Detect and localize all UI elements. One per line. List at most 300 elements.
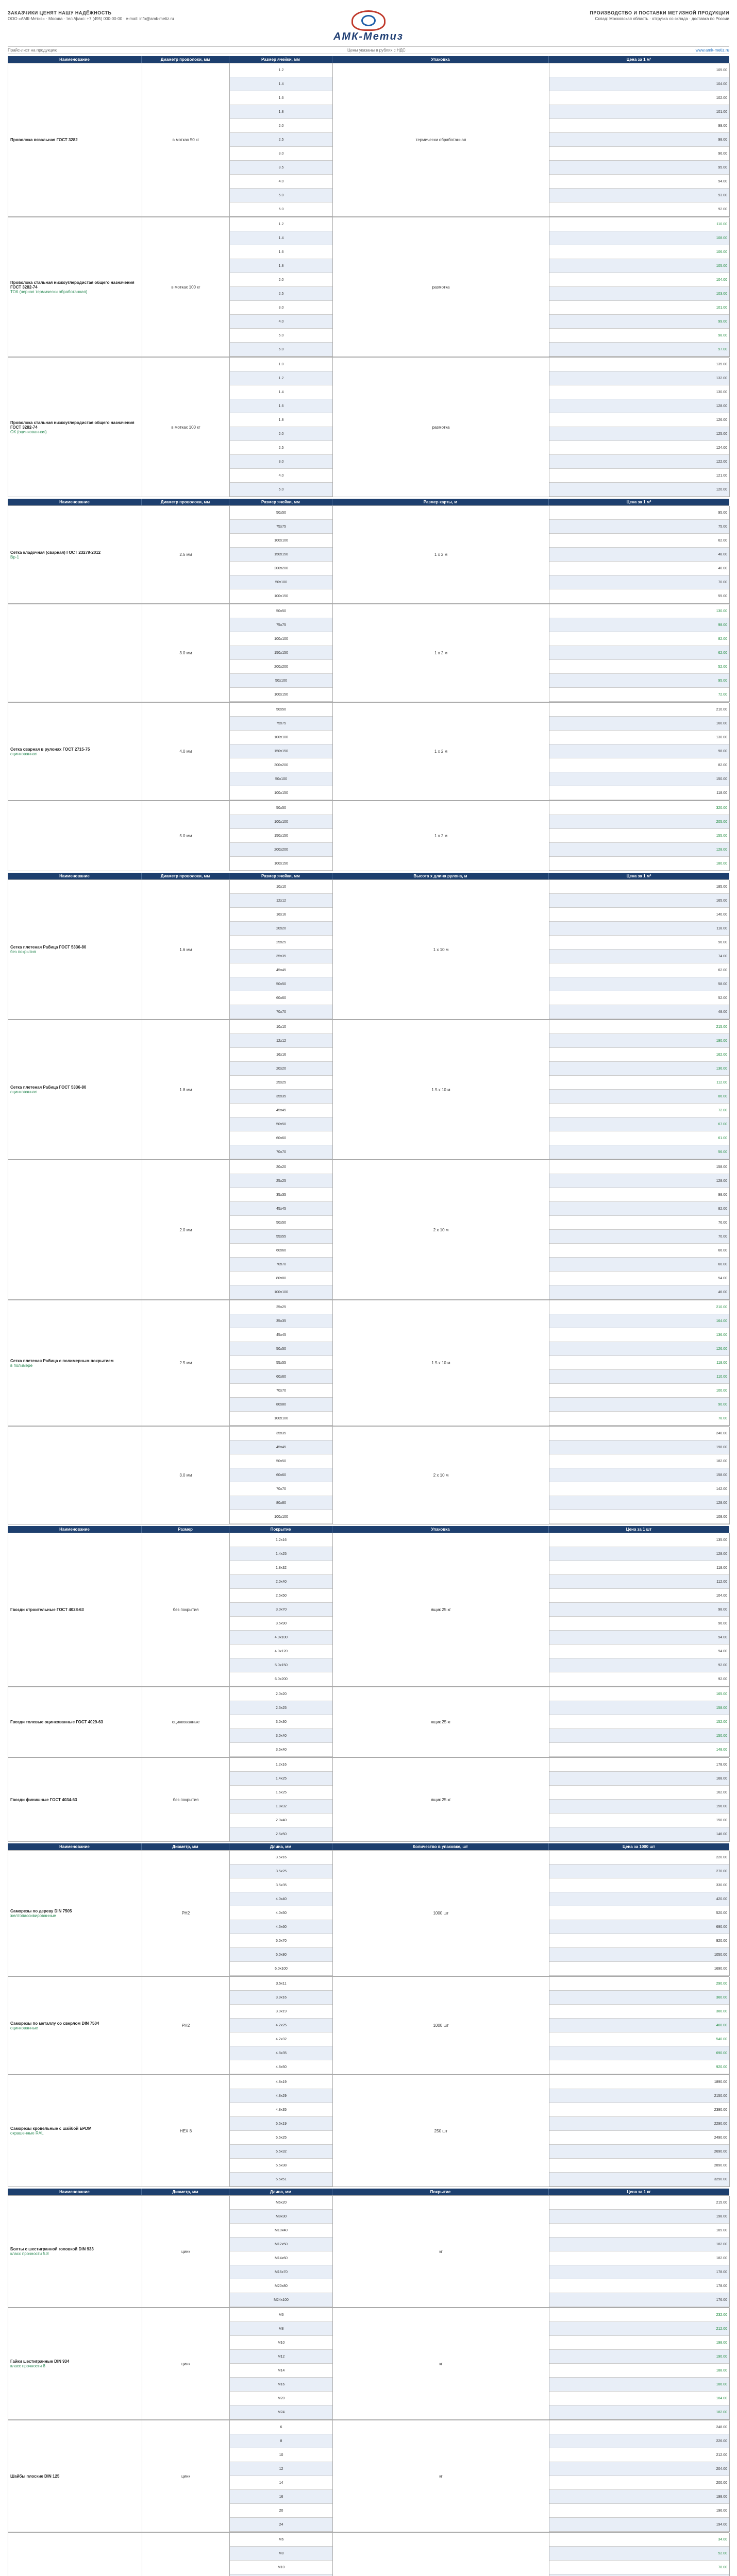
column-header: Покрытие bbox=[332, 2189, 549, 2195]
price-sections bbox=[8, 56, 729, 2576]
product-block bbox=[8, 217, 729, 357]
packaging-cell: 1 х 2 м bbox=[333, 703, 549, 801]
price-cell: 2490.00 bbox=[549, 2131, 729, 2145]
product-name-cell bbox=[8, 217, 142, 357]
price-list bbox=[549, 1300, 730, 1426]
size-list bbox=[230, 506, 333, 604]
product-spec: 1.6 мм bbox=[142, 880, 230, 1020]
header-right bbox=[502, 10, 729, 22]
size-cell: 3.0x40 bbox=[230, 1729, 332, 1743]
price-cell: 2690.00 bbox=[549, 2145, 729, 2159]
size-cell: 4.8x29 bbox=[230, 2089, 332, 2103]
size-cell: 50x100 bbox=[230, 674, 332, 688]
packaging-cell: 1000 шт bbox=[333, 1977, 549, 2075]
size-cell: 50x50 bbox=[230, 506, 332, 520]
column-header: Количество в упаковке, шт bbox=[332, 1843, 549, 1850]
price-cell: 198.00 bbox=[549, 1440, 729, 1454]
product-spec: PH2 bbox=[142, 1977, 230, 2075]
price-cell: 132.00 bbox=[549, 371, 729, 385]
product-spec bbox=[142, 2533, 230, 2576]
price-cell: 178.00 bbox=[549, 2265, 729, 2279]
size-cell: 1.4 bbox=[230, 77, 332, 91]
size-cell: 4.0x40 bbox=[230, 1892, 332, 1906]
price-section bbox=[8, 873, 729, 1524]
product-name-cell bbox=[8, 1687, 142, 1757]
column-header: Диаметр проволоки, мм bbox=[142, 873, 229, 879]
size-cell: 60x60 bbox=[230, 1468, 332, 1482]
price-cell: 128.00 bbox=[549, 399, 729, 413]
section-header bbox=[8, 1843, 729, 1850]
price-cell: 185.00 bbox=[549, 880, 729, 894]
price-cell: 118.00 bbox=[549, 922, 729, 936]
price-cell: 128.00 bbox=[549, 1496, 729, 1510]
product-block bbox=[8, 357, 729, 497]
price-cell: 120.00 bbox=[549, 483, 729, 497]
strip-left: Прайс-лист на продукцию bbox=[8, 48, 58, 53]
product-subtitle: Вр-1 bbox=[10, 554, 19, 560]
price-cell: 75.00 bbox=[549, 520, 729, 534]
header bbox=[8, 10, 729, 46]
price-cell: 180.00 bbox=[549, 857, 729, 871]
price-cell: 48.00 bbox=[549, 548, 729, 562]
size-cell: 1.6x25 bbox=[230, 1786, 332, 1800]
price-cell: 156.00 bbox=[549, 1800, 729, 1814]
size-cell: 4.0x50 bbox=[230, 1906, 332, 1920]
product-name-cell bbox=[8, 1758, 142, 1842]
product-name-cell bbox=[8, 1533, 142, 1687]
price-cell: 135.00 bbox=[549, 358, 729, 371]
size-cell: 80x80 bbox=[230, 1496, 332, 1510]
size-cell: 100x100 bbox=[230, 1285, 332, 1299]
product-spec: 2.5 мм bbox=[142, 1300, 230, 1426]
product-name: Проволока стальная низкоуглеродистая общего назначения ГОСТ 3282-74 bbox=[10, 280, 135, 290]
product-name: Саморезы по металлу со сверлом DIN 7504 bbox=[10, 2021, 99, 2026]
price-section bbox=[8, 56, 729, 497]
size-cell: 3.5 bbox=[230, 161, 332, 175]
product-spec: оцинкованные bbox=[142, 1687, 230, 1757]
column-header: Наименование bbox=[8, 1526, 142, 1533]
size-cell: 4.5x60 bbox=[230, 1920, 332, 1934]
price-cell: 95.00 bbox=[549, 674, 729, 688]
price-cell: 110.00 bbox=[549, 1370, 729, 1384]
price-cell: 270.00 bbox=[549, 1865, 729, 1878]
product-spec: PH2 bbox=[142, 1851, 230, 1976]
size-cell: 100x100 bbox=[230, 1510, 332, 1524]
product-name-cell bbox=[8, 1977, 142, 2075]
product-block bbox=[8, 505, 729, 604]
price-cell: 99.00 bbox=[549, 315, 729, 329]
size-cell: 2.5x50 bbox=[230, 1589, 332, 1603]
price-cell: 99.00 bbox=[549, 119, 729, 133]
size-cell: 150x150 bbox=[230, 548, 332, 562]
price-cell: 82.00 bbox=[549, 632, 729, 646]
size-cell: M12 bbox=[230, 2350, 332, 2364]
size-cell: 100x100 bbox=[230, 815, 332, 829]
header-right-title: ПРОИЗВОДСТВО И ПОСТАВКИ МЕТИЗНОЙ ПРОДУКЦИИ bbox=[590, 10, 729, 15]
size-list bbox=[230, 358, 333, 497]
size-cell: 50x100 bbox=[230, 772, 332, 786]
product-name-cell bbox=[8, 2308, 142, 2420]
product-name: Шайбы плоские DIN 125 bbox=[10, 2473, 60, 2479]
price-cell: 66.00 bbox=[549, 1244, 729, 1258]
size-cell: 1.8 bbox=[230, 105, 332, 119]
size-cell: 1.4x25 bbox=[230, 1772, 332, 1786]
price-cell: 198.00 bbox=[549, 2210, 729, 2224]
size-cell: 10x10 bbox=[230, 1020, 332, 1034]
size-list bbox=[230, 2196, 333, 2308]
size-cell: 3.0 bbox=[230, 301, 332, 315]
price-cell: 104.00 bbox=[549, 77, 729, 91]
product-block bbox=[8, 1687, 729, 1757]
price-cell: 98.00 bbox=[549, 744, 729, 758]
price-cell: 150.00 bbox=[549, 1729, 729, 1743]
product-name: Сетка плетеная Рабица ГОСТ 5336-80 bbox=[10, 1085, 87, 1090]
size-cell: 2.0 bbox=[230, 119, 332, 133]
column-header: Наименование bbox=[8, 873, 142, 879]
column-header: Диаметр проволоки, мм bbox=[142, 56, 229, 63]
size-cell: 12x12 bbox=[230, 894, 332, 908]
price-cell: 3290.00 bbox=[549, 2173, 729, 2187]
product-block bbox=[8, 1160, 729, 1300]
price-cell: 70.00 bbox=[549, 1230, 729, 1244]
size-cell: 80x80 bbox=[230, 1272, 332, 1285]
product-spec: 1.8 мм bbox=[142, 1020, 230, 1160]
price-cell: 103.00 bbox=[549, 287, 729, 301]
product-block bbox=[8, 1850, 729, 1976]
size-cell: 2.5x50 bbox=[230, 1827, 332, 1841]
price-list bbox=[549, 2420, 730, 2532]
size-cell: 50x50 bbox=[230, 1216, 332, 1230]
size-cell: 4.0 bbox=[230, 315, 332, 329]
column-header: Упаковка bbox=[332, 56, 549, 63]
size-cell: 150x150 bbox=[230, 646, 332, 660]
size-cell: 5.5x32 bbox=[230, 2145, 332, 2159]
price-cell: 52.00 bbox=[549, 660, 729, 674]
price-cell: 162.00 bbox=[549, 1048, 729, 1062]
price-cell: 182.00 bbox=[549, 1454, 729, 1468]
price-cell: 94.00 bbox=[549, 175, 729, 189]
size-cell: 1.6 bbox=[230, 399, 332, 413]
product-name: Сетка сварная в рулонах ГОСТ 2715-75 bbox=[10, 747, 90, 752]
product-block bbox=[8, 801, 729, 871]
header-left bbox=[8, 10, 234, 22]
price-cell: 215.00 bbox=[549, 1020, 729, 1034]
size-cell: 5.0 bbox=[230, 329, 332, 343]
product-name: Саморезы по дереву DIN 7505 bbox=[10, 1908, 72, 1913]
size-list bbox=[230, 2533, 333, 2576]
price-cell: 118.00 bbox=[549, 1561, 729, 1575]
size-list bbox=[230, 1020, 333, 1160]
size-cell: 35x35 bbox=[230, 1188, 332, 1202]
price-cell: 176.00 bbox=[549, 2293, 729, 2307]
product-name-cell bbox=[8, 2196, 142, 2308]
price-cell: 186.00 bbox=[549, 2378, 729, 2392]
size-cell: 4.8x35 bbox=[230, 2103, 332, 2117]
product-block bbox=[8, 1533, 729, 1687]
price-cell: 152.00 bbox=[549, 1715, 729, 1729]
price-cell: 164.00 bbox=[549, 1314, 729, 1328]
product-block bbox=[8, 1020, 729, 1160]
price-list bbox=[549, 63, 730, 217]
packaging-cell: кг bbox=[333, 2308, 549, 2420]
price-cell: 101.00 bbox=[549, 105, 729, 119]
size-list bbox=[230, 2308, 333, 2420]
product-name: Гвозди финишные ГОСТ 4034-63 bbox=[10, 1797, 77, 1802]
size-cell: 2.0 bbox=[230, 273, 332, 287]
price-cell: 205.00 bbox=[549, 815, 729, 829]
product-spec: в мотках 100 кг bbox=[142, 217, 230, 357]
size-cell: 70x70 bbox=[230, 1145, 332, 1159]
product-name-cell bbox=[8, 506, 142, 604]
product-block bbox=[8, 879, 729, 1020]
size-list bbox=[230, 2075, 333, 2187]
price-cell: 2290.00 bbox=[549, 2117, 729, 2131]
product-name-cell bbox=[8, 1851, 142, 1976]
size-cell: 12 bbox=[230, 2462, 332, 2476]
column-header: Цена за 1 кг bbox=[549, 2189, 729, 2195]
price-cell: 165.00 bbox=[549, 1687, 729, 1701]
price-cell: 380.00 bbox=[549, 2005, 729, 2019]
price-cell: 100.00 bbox=[549, 1384, 729, 1398]
price-cell: 212.00 bbox=[549, 2448, 729, 2462]
size-cell: 200x200 bbox=[230, 843, 332, 857]
size-cell: 1.6 bbox=[230, 91, 332, 105]
size-cell: 45x45 bbox=[230, 1440, 332, 1454]
price-cell: 196.00 bbox=[549, 2504, 729, 2518]
price-cell: 101.00 bbox=[549, 301, 729, 315]
size-cell: 24 bbox=[230, 2518, 332, 2532]
price-list bbox=[549, 1758, 730, 1842]
packaging-cell: 1 х 2 м bbox=[333, 801, 549, 871]
size-cell: 3.5x90 bbox=[230, 1617, 332, 1631]
price-cell: 86.00 bbox=[549, 1090, 729, 1104]
size-cell: 12x12 bbox=[230, 1034, 332, 1048]
size-cell: 1.8x32 bbox=[230, 1800, 332, 1814]
size-cell: 2.5 bbox=[230, 287, 332, 301]
price-cell: 112.00 bbox=[549, 1575, 729, 1589]
size-cell: 2.5x25 bbox=[230, 1701, 332, 1715]
product-subtitle: окрашенные RAL bbox=[10, 2131, 44, 2136]
product-name: Болты с шестигранной головкой DIN 933 bbox=[10, 2247, 94, 2251]
size-cell: 3.9x19 bbox=[230, 2005, 332, 2019]
product-spec: без покрытия bbox=[142, 1758, 230, 1842]
size-cell: 25x25 bbox=[230, 1076, 332, 1090]
size-cell: 35x35 bbox=[230, 1090, 332, 1104]
size-cell: 25x25 bbox=[230, 1174, 332, 1188]
product-spec: в мотках 100 кг bbox=[142, 358, 230, 497]
column-header: Цена за 1 шт bbox=[549, 1526, 729, 1533]
size-cell: 50x50 bbox=[230, 1454, 332, 1468]
size-cell: 45x45 bbox=[230, 1104, 332, 1117]
product-subtitle: класс прочности 5.8 bbox=[10, 2251, 49, 2256]
size-cell: 70x70 bbox=[230, 1005, 332, 1019]
size-cell: M16 bbox=[230, 2378, 332, 2392]
size-cell: 75x75 bbox=[230, 618, 332, 632]
size-cell: 70x70 bbox=[230, 1384, 332, 1398]
product-name: Сетка плетеная Рабица ГОСТ 5336-80 bbox=[10, 945, 87, 950]
size-cell: M6x20 bbox=[230, 2196, 332, 2210]
price-list bbox=[549, 1687, 730, 1757]
product-spec: без покрытия bbox=[142, 1533, 230, 1687]
price-cell: 190.00 bbox=[549, 1034, 729, 1048]
size-cell: 1.4 bbox=[230, 385, 332, 399]
size-list bbox=[230, 1160, 333, 1300]
price-section bbox=[8, 2189, 729, 2576]
size-cell: 14 bbox=[230, 2476, 332, 2490]
price-cell: 48.00 bbox=[549, 1005, 729, 1019]
price-cell: 105.00 bbox=[549, 259, 729, 273]
size-cell: 45x45 bbox=[230, 1202, 332, 1216]
price-cell: 184.00 bbox=[549, 2392, 729, 2405]
size-cell: 50x100 bbox=[230, 575, 332, 589]
price-cell: 56.00 bbox=[549, 1145, 729, 1159]
size-cell: 4.0x120 bbox=[230, 1645, 332, 1658]
size-cell: 3.5x35 bbox=[230, 1878, 332, 1892]
size-cell: 100x100 bbox=[230, 534, 332, 548]
product-name-cell bbox=[8, 1427, 142, 1524]
column-header: Покрытие bbox=[229, 1526, 332, 1533]
price-cell: 95.00 bbox=[549, 506, 729, 520]
packaging-cell: термически обработанная bbox=[333, 63, 549, 217]
size-cell: 4.8x50 bbox=[230, 2060, 332, 2074]
size-cell: 100x100 bbox=[230, 632, 332, 646]
product-block bbox=[8, 1426, 729, 1524]
packaging-cell bbox=[333, 2533, 549, 2576]
price-cell: 92.00 bbox=[549, 1672, 729, 1686]
product-block bbox=[8, 1300, 729, 1426]
price-cell: 360.00 bbox=[549, 1991, 729, 2005]
size-cell: 2.0x40 bbox=[230, 1814, 332, 1827]
price-list bbox=[549, 801, 730, 871]
price-cell: 182.00 bbox=[549, 2251, 729, 2265]
price-cell: 155.00 bbox=[549, 829, 729, 843]
company-logo[interactable] bbox=[312, 10, 425, 43]
size-list bbox=[230, 1427, 333, 1524]
size-cell: 2.0x20 bbox=[230, 1687, 332, 1701]
price-list bbox=[549, 604, 730, 702]
price-cell: 70.00 bbox=[549, 575, 729, 589]
size-list bbox=[230, 604, 333, 702]
price-cell: 212.00 bbox=[549, 2322, 729, 2336]
price-list bbox=[549, 217, 730, 357]
price-list bbox=[549, 880, 730, 1020]
product-spec: 3.0 мм bbox=[142, 1427, 230, 1524]
price-cell: 210.00 bbox=[549, 703, 729, 717]
price-section bbox=[8, 1843, 729, 2187]
size-cell: 3.0x30 bbox=[230, 1715, 332, 1729]
price-list-page bbox=[8, 0, 729, 2576]
size-cell: M10 bbox=[230, 2336, 332, 2350]
price-cell: 118.00 bbox=[549, 786, 729, 800]
size-cell: 5.0 bbox=[230, 189, 332, 202]
price-cell: 1050.00 bbox=[549, 1948, 729, 1962]
column-header: Наименование bbox=[8, 56, 142, 63]
product-block bbox=[8, 1976, 729, 2075]
product-name: Сетка плетеная Рабица с полимерным покрытием bbox=[10, 1358, 114, 1363]
packaging-cell: 1 х 10 м bbox=[333, 880, 549, 1020]
price-cell: 920.00 bbox=[549, 1934, 729, 1948]
product-spec: 3.0 мм bbox=[142, 604, 230, 702]
product-name-cell bbox=[8, 1160, 142, 1300]
price-cell: 150.00 bbox=[549, 772, 729, 786]
size-cell: M6 bbox=[230, 2533, 332, 2547]
price-cell: 40.00 bbox=[549, 562, 729, 575]
size-list bbox=[230, 801, 333, 871]
price-list bbox=[549, 2196, 730, 2308]
size-cell: 6.0 bbox=[230, 202, 332, 216]
size-cell: 10 bbox=[230, 2448, 332, 2462]
column-header: Размер ячейки, мм bbox=[229, 56, 332, 63]
size-cell: 6.0x100 bbox=[230, 1962, 332, 1976]
price-cell: 106.00 bbox=[549, 245, 729, 259]
price-cell: 110.00 bbox=[549, 217, 729, 231]
size-cell: 75x75 bbox=[230, 717, 332, 731]
size-cell: 80x80 bbox=[230, 1398, 332, 1412]
product-name-cell bbox=[8, 63, 142, 217]
column-header: Цена за 1000 шт bbox=[549, 1843, 729, 1850]
size-list bbox=[230, 703, 333, 801]
price-cell: 52.00 bbox=[549, 2547, 729, 2561]
price-cell: 2150.00 bbox=[549, 2089, 729, 2103]
price-cell: 140.00 bbox=[549, 908, 729, 922]
size-cell: 4.0 bbox=[230, 469, 332, 483]
size-cell: 1.2x16 bbox=[230, 1758, 332, 1772]
size-cell: M14x60 bbox=[230, 2251, 332, 2265]
column-header: Размер карты, м bbox=[332, 499, 549, 505]
price-cell: 136.00 bbox=[549, 1328, 729, 1342]
column-header: Наименование bbox=[8, 499, 142, 505]
column-header: Наименование bbox=[8, 2189, 142, 2195]
size-cell: 35x35 bbox=[230, 950, 332, 963]
size-cell: 5.0x80 bbox=[230, 1948, 332, 1962]
price-cell: 96.00 bbox=[549, 1617, 729, 1631]
product-block bbox=[8, 63, 729, 217]
website-link[interactable]: www.amk-metiz.ru bbox=[695, 48, 729, 53]
column-header: Размер ячейки, мм bbox=[229, 873, 332, 879]
size-cell: 4.0 bbox=[230, 175, 332, 189]
price-cell: 94.00 bbox=[549, 1645, 729, 1658]
size-cell: 5.0x70 bbox=[230, 1934, 332, 1948]
size-cell: 2.5 bbox=[230, 441, 332, 455]
size-cell: M10 bbox=[230, 2561, 332, 2574]
product-spec: в мотках 50 кг bbox=[142, 63, 230, 217]
section-header bbox=[8, 873, 729, 879]
price-cell: 215.00 bbox=[549, 2196, 729, 2210]
size-cell: 60x60 bbox=[230, 1370, 332, 1384]
product-subtitle: желтопассивированные bbox=[10, 1913, 56, 1918]
product-subtitle: в полимере bbox=[10, 1363, 33, 1368]
price-list bbox=[549, 2533, 730, 2576]
price-list bbox=[549, 1533, 730, 1687]
price-cell: 78.00 bbox=[549, 2561, 729, 2574]
size-cell: 1.8 bbox=[230, 413, 332, 427]
packaging-cell: 250 шт bbox=[333, 2075, 549, 2187]
size-cell: 60x60 bbox=[230, 1131, 332, 1145]
size-cell: M20x80 bbox=[230, 2279, 332, 2293]
size-cell: 6.0 bbox=[230, 343, 332, 357]
price-cell: 126.00 bbox=[549, 1342, 729, 1356]
size-cell: M24x100 bbox=[230, 2293, 332, 2307]
price-cell: 150.00 bbox=[549, 1814, 729, 1827]
price-cell: 320.00 bbox=[549, 801, 729, 815]
brand-name: АМК-Метиз bbox=[333, 31, 404, 42]
size-cell: 20x20 bbox=[230, 1062, 332, 1076]
size-cell: M8x30 bbox=[230, 2210, 332, 2224]
packaging-cell: ящик 25 кг bbox=[333, 1758, 549, 1842]
size-cell: 150x150 bbox=[230, 829, 332, 843]
size-list bbox=[230, 1533, 333, 1687]
size-cell: 10x10 bbox=[230, 880, 332, 894]
